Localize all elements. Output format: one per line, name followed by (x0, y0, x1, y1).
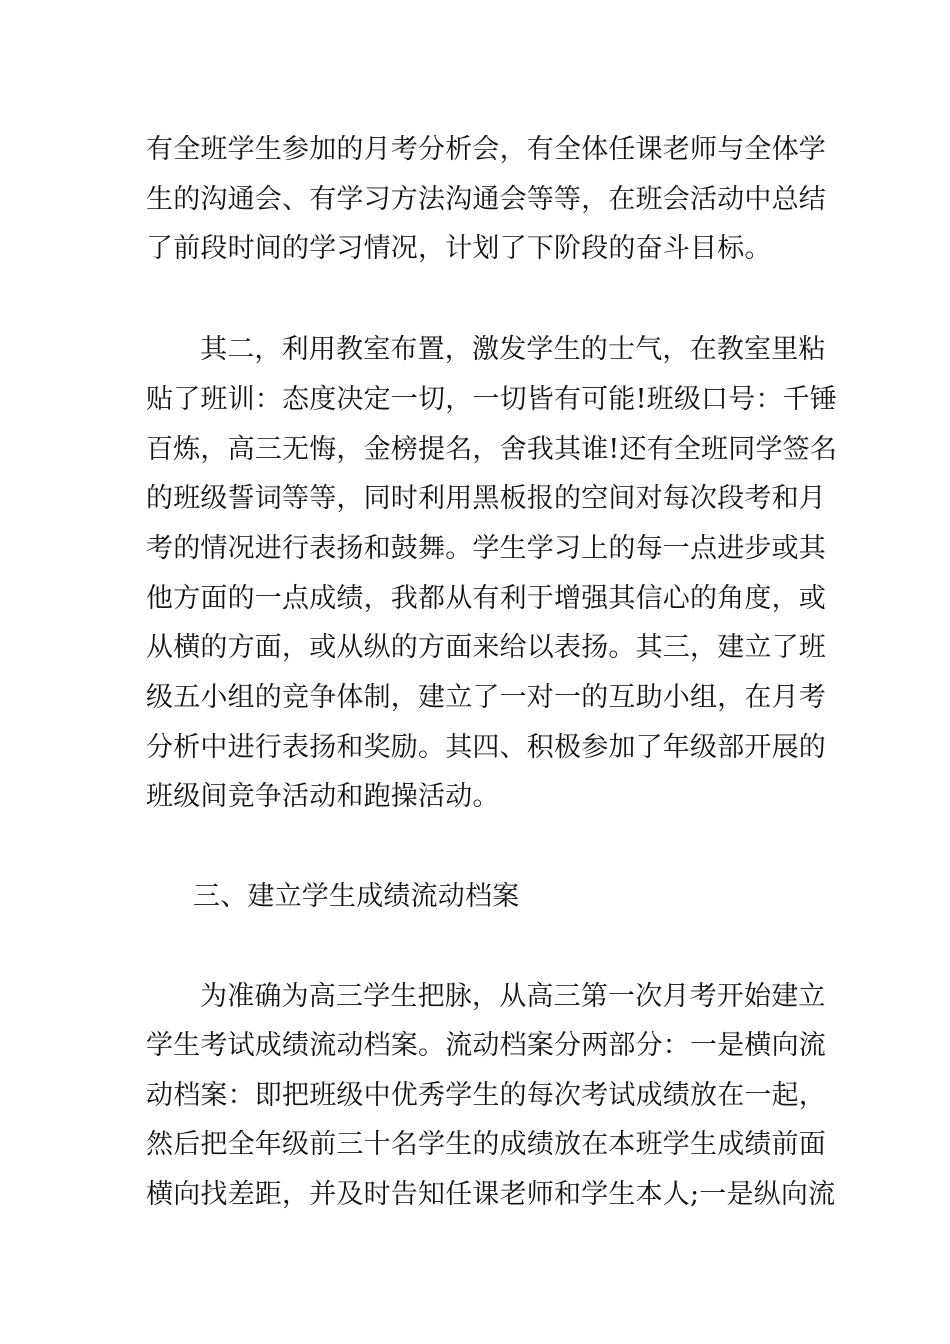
paragraph-2-line-8: 级五小组的竞争体制，建立了一对一的互助小组，在月考 (146, 682, 826, 713)
paragraph-2-line-1: 其二，利用教室布置，激发学生的士气，在教室里粘 (200, 334, 826, 365)
paragraph-2-line-3: 百炼，高三无悔，金榜提名，舍我其谁!还有全班同学签名 (146, 434, 838, 465)
paragraph-1-line-2: 生的沟通会、有学习方法沟通会等等，在班会活动中总结 (146, 184, 826, 215)
paragraph-3-line-2: 学生考试成绩流动档案。流动档案分两部分：一是横向流 (146, 1030, 826, 1061)
paragraph-1-line-1: 有全班学生参加的月考分析会，有全体任课老师与全体学 (146, 134, 826, 165)
paragraph-3-line-5: 横向找差距，并及时告知任课老师和学生本人;一是纵向流 (146, 1179, 836, 1210)
paragraph-1-line-3: 了前段时间的学习情况，计划了下阶段的奋斗目标。 (146, 233, 772, 264)
paragraph-2-line-4: 的班级誓词等等，同时利用黑板报的空间对每次段考和月 (146, 483, 826, 514)
paragraph-2-line-7: 从横的方面，或从纵的方面来给以表扬。其三，建立了班 (146, 632, 826, 663)
paragraph-3-line-1: 为准确为高三学生把脉，从高三第一次月考开始建立 (200, 981, 826, 1012)
paragraph-3-line-3: 动档案：即把班级中优秀学生的每次考试成绩放在一起， (146, 1080, 826, 1111)
paragraph-2-line-6: 他方面的一点成绩，我都从有利于增强其信心的角度，或 (146, 583, 826, 614)
paragraph-3-line-4: 然后把全年级前三十名学生的成绩放在本班学生成绩前面 (146, 1129, 826, 1160)
section-heading: 三、建立学生成绩流动档案 (193, 881, 520, 912)
paragraph-2-line-5: 考的情况进行表扬和鼓舞。学生学习上的每一点进步或其 (146, 533, 826, 564)
paragraph-2-line-2: 贴了班训：态度决定一切，一切皆有可能!班级口号：千锤 (146, 384, 838, 415)
paragraph-2-line-9: 分析中进行表扬和奖励。其四、积极参加了年级部开展的 (146, 732, 826, 763)
paragraph-2-line-10: 班级间竞争活动和跑操活动。 (146, 781, 500, 812)
